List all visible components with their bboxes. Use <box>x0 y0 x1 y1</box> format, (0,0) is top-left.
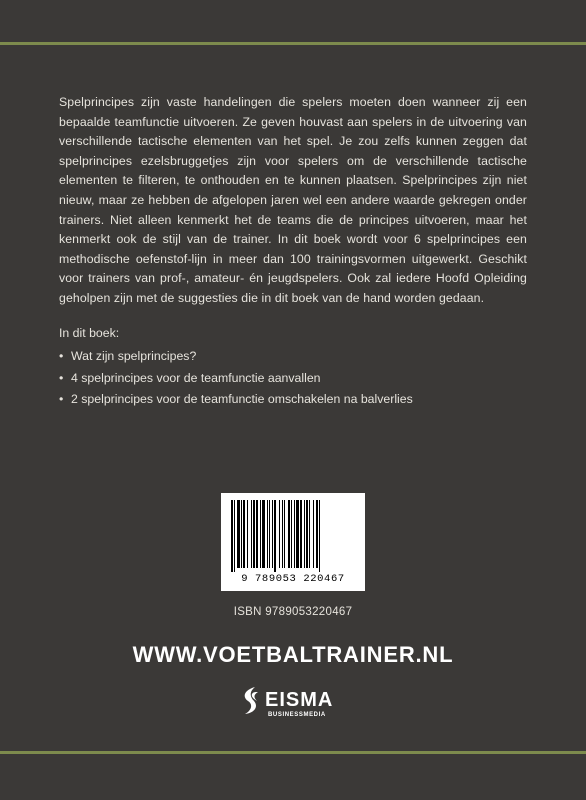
eisma-swirl-icon <box>238 684 262 720</box>
contents-list <box>59 346 413 411</box>
in-this-book-heading: In dit boek: <box>59 326 120 340</box>
list-item-text: Wat zijn spelprincipes? <box>71 349 197 363</box>
bullet-icon: • <box>59 370 64 385</box>
list-item-text: 2 spelprincipes voor de teamfunctie omschakelen na balverlies <box>71 392 413 406</box>
isbn-number: ISBN 9789053220467 <box>233 606 353 618</box>
list-item <box>59 368 413 390</box>
publisher-subtitle: BUSINESSMEDIA <box>268 712 326 718</box>
top-accent-rule <box>0 42 586 45</box>
bottom-accent-rule <box>0 751 586 754</box>
barcode <box>221 493 365 591</box>
barcode-bars <box>230 500 356 572</box>
bullet-icon: • <box>59 392 64 406</box>
list-item <box>59 346 413 368</box>
list-item <box>59 389 413 411</box>
list-item-text: 4 spelprincipes voor de teamfunctie aanvallen <box>71 370 321 385</box>
publisher-name: EISMA <box>265 689 334 711</box>
publisher-logo <box>238 684 348 724</box>
back-cover-description: Spelprincipes zijn vaste handelingen die spelers moeten doen wanneer zij een bepaalde teamfunctie uitvoeren. Ze geven houvast aan spelers in de uitvoering van verschillende tactische elementen van het spel. Je zou zelfs kunnen zeggen dat spelprincipes ezelsbruggetjes zijn voor spelers om de verschillende tactische elementen te filteren, te onthouden en te kunnen plaatsen. Spelprincipes zijn niet nieuw, maar ze hebben de afgelopen jaren wel een andere waarde gekregen onder trainers. Niet alleen kenmerkt het de teams die de principes uitvoeren, maar het kenmerkt ook de stijl van de trainer. In dit boek wordt voor 6 spelprincipes een methodische oefenstof-lijn in meer dan 100 trainingsvormen uitgewerkt. Geschikt voor trainers van prof-, amateur- én jeugdspelers. Ook zal iedere Hoofd Opleiding geholpen zijn met de suggesties die in dit boek van de hand worden gedaan. <box>59 95 527 305</box>
website-url: WWW.VOETBALTRAINER.NL <box>132 642 454 667</box>
barcode-digits: 9 789053 220467 <box>241 573 345 585</box>
bullet-icon: • <box>59 349 64 363</box>
